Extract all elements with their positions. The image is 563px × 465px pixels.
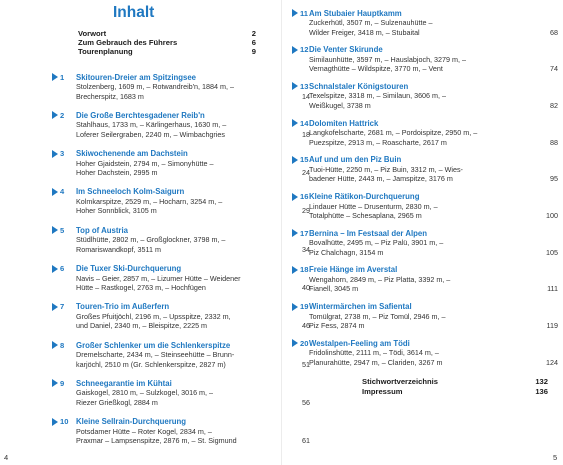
description-text: Texelspitze, 3318 m, – Similaun, 3606 m, – [309,91,447,101]
description-line [76,312,310,322]
tour-number: 9 [60,378,65,388]
triangle-right-icon [292,303,298,311]
tour-number: 11 [300,8,309,18]
description-line [76,360,310,370]
tour-description [309,348,558,367]
triangle-right-icon [292,119,298,127]
description-line [76,245,310,255]
entry-marker [52,417,76,426]
description-line [76,321,310,331]
entry-marker [52,187,76,196]
tour-description [76,159,310,178]
toc-entry[interactable] [52,72,310,101]
front-matter-label: Vorwort [78,29,107,38]
description-text: Stolzenberg, 1609 m, – Rotwandreib'n, 1884 m, – [76,82,234,91]
toc-entry[interactable] [52,225,310,254]
entry-marker [52,226,76,235]
triangle-right-icon [52,150,58,158]
front-matter-list [78,29,256,56]
tour-page-number: 29 [302,206,310,216]
tour-title: Kleine Rätikon-Durchquerung [309,192,420,201]
description-text: Stahlhaus, 1733 m, – Kärlingerhaus, 1630 m, – [76,120,227,130]
tour-number: 13 [300,81,309,91]
description-text: Praxmar – Lampsenspitze, 2876 m, – St. Sigmund [76,436,237,446]
tour-title: Skitouren-Dreier am Spitzingsee [76,72,197,82]
entry-marker [52,379,76,388]
tour-number: 16 [300,192,309,201]
description-text: Lindauer Hütte – Drusenturm, 2830 m, – [309,201,438,211]
description-text: Zuckerhütl, 3507 m, – Sulzenauhütte – [309,18,433,27]
toc-entry-heading [292,8,558,18]
tour-description [76,350,310,369]
toc-entry-heading [52,302,310,312]
toc-entry[interactable] [292,228,558,257]
tour-page-number: 74 [550,64,558,74]
page-number-left: 4 [4,453,9,462]
description-text: Kolmkarspitze, 2529 m, – Hocharn, 3254 m, – [76,196,223,206]
tour-page-number: 34 [302,244,310,254]
description-line [309,91,558,101]
tour-page-number: 82 [550,100,558,110]
tour-title: Schnalstaler Königstouren [309,81,409,91]
tour-number: 6 [60,264,65,273]
triangle-right-icon [292,266,298,274]
tour-page-number: 61 [302,436,310,446]
description-line [309,28,558,38]
entry-marker [52,111,76,120]
description-line [76,206,310,216]
description-line [309,312,558,322]
description-line [309,55,558,65]
tour-number: 5 [60,225,65,235]
tour-page-number: 40 [302,283,310,293]
tour-description [309,312,558,331]
description-line [76,350,310,360]
tour-page-number: 124 [546,357,558,367]
description-text: Brecherspitz, 1683 m [76,91,144,101]
tour-title: Dolomiten Hattrick [309,118,379,128]
toc-entry-heading [292,302,558,312]
tour-title: Touren-Trio im Außerfern [76,302,170,312]
triangle-right-icon [52,265,58,273]
front-matter-label: Zum Gebrauch des Führers [78,38,178,47]
triangle-right-icon [52,379,58,387]
triangle-right-icon [52,111,58,119]
toc-entry-heading [52,340,310,350]
toc-entry[interactable] [52,302,310,331]
tour-page-number: 119 [546,321,558,331]
description-line [309,348,558,358]
toc-entry-heading [292,155,558,165]
description-text: Hütte – Rastkogel, 2763 m, – Hochfügen [76,283,206,293]
description-line [309,165,558,175]
description-line [309,174,558,184]
description-line [76,398,310,408]
back-matter-item[interactable] [362,387,548,397]
entry-marker [292,192,309,201]
front-matter-page: 9 [251,47,256,56]
description-text: Piz Chalchagn, 3154 m [309,247,384,257]
tour-page-number: 56 [302,397,310,407]
tour-title: Top of Austria [76,225,128,235]
tour-page-number: 68 [550,27,558,37]
tour-description [309,275,558,294]
tour-description [76,274,310,293]
triangle-right-icon [52,341,58,349]
description-line [309,101,558,111]
tour-title: Auf und um den Piz Buin [309,155,402,165]
description-text: Riezer Grießkogl, 2884 m [76,397,158,407]
entry-marker [52,149,76,158]
description-line [309,358,558,368]
front-matter-page: 6 [251,38,256,47]
toc-entry-heading [52,417,310,427]
tour-number: 10 [60,417,69,427]
toc-entry[interactable] [52,264,310,293]
entry-marker [292,265,309,274]
description-line [309,128,558,138]
description-line [309,248,558,258]
entry-marker [292,119,309,128]
tour-number: 8 [60,340,65,350]
entry-marker [292,45,309,54]
entry-marker [52,302,76,311]
description-line [309,211,558,221]
tour-title: Kleine Sellrain-Durchquerung [76,417,187,427]
tour-title: Am Stubaier Hauptkamm [309,8,402,18]
description-text: Loferer Seilergraben, 2240 m, – Wimbachgries [76,129,226,139]
tour-description [76,312,310,331]
toc-entry[interactable] [292,302,558,331]
back-matter-page: 132 [535,377,548,386]
toc-entry[interactable] [292,45,558,74]
tour-description [309,55,558,74]
description-line [76,130,310,140]
tour-page-number: 111 [547,284,558,294]
toc-entry-heading [292,338,558,348]
toc-entry-heading [52,378,310,388]
tour-number: 12 [300,45,309,55]
triangle-right-icon [292,339,298,347]
entry-marker [292,155,309,164]
triangle-right-icon [292,9,298,17]
description-line [309,64,558,74]
toc-entry-heading [292,45,558,55]
description-text: Dremelscharte, 2434 m, – Steinseehütte – Brunn- [76,350,235,360]
tour-number: 17 [300,228,309,238]
tour-title: Westalpen-Feeling am Tödi [309,338,410,348]
description-text: Hoher Dachstein, 2995 m [76,168,158,178]
description-text: Romariswandkopf, 3511 m [76,244,161,254]
toc-entry-heading [52,72,310,82]
entry-marker [52,73,76,82]
front-matter-label: Tourenplanung [78,47,133,56]
tour-page-number: 24 [302,168,310,178]
description-line [76,427,310,437]
toc-entry[interactable] [52,417,310,446]
triangle-right-icon [52,188,58,196]
description-line [76,197,310,207]
right-page [282,0,563,465]
tour-number: 4 [60,187,65,197]
entry-marker [292,229,309,238]
triangle-right-icon [292,193,298,201]
toc-entry-heading [52,149,310,159]
description-text: und Daniel, 2340 m, – Bleispitze, 2225 m [76,321,208,331]
triangle-right-icon [52,73,58,81]
front-matter-item[interactable] [78,38,256,47]
back-matter-page: 136 [535,386,548,396]
triangle-right-icon [292,46,298,54]
tour-number: 20 [300,338,309,348]
tour-page-number: 88 [550,137,558,147]
toc-entry-heading [52,225,310,235]
page-number-right: 5 [553,453,558,462]
toc-entry[interactable] [52,378,310,407]
toc-entry-heading [292,265,558,275]
tour-description [309,202,558,221]
description-text: Wilder Freiger, 3418 m, – Stubaital [309,27,420,37]
tour-number: 14 [300,118,309,128]
description-line [76,168,310,178]
description-text: badener Hütte, 2443 m, – Jamspitze, 3176 m [309,174,453,184]
tour-title: Die Tuxer Ski-Durchquerung [76,264,182,273]
description-text: Potsdamer Hütte – Roter Kogel, 2834 m, – [76,426,212,436]
entry-marker [292,339,309,348]
description-text: Gaiskogel, 2810 m, – Sulzkogel, 3016 m, – [76,388,214,398]
tour-title: Freie Hänge im Averstal [309,265,398,275]
tour-description [76,82,310,101]
back-matter-label: Stichwortverzeichnis [362,377,438,386]
description-line [76,82,310,92]
tour-number: 1 [60,72,65,82]
tour-description [76,388,310,407]
description-line [76,274,310,284]
triangle-right-icon [52,226,58,234]
description-line [309,275,558,285]
tour-title: Die Venter Skirunde [309,45,383,55]
back-matter-label: Impressum [362,386,403,396]
description-text: Stüdlhütte, 2802 m, – Großglockner, 3798 m, – [76,235,226,245]
tour-number: 2 [60,110,65,120]
entry-marker [52,341,76,350]
description-line [76,120,310,130]
toc-entry[interactable] [52,149,310,178]
tour-number: 18 [300,265,309,275]
description-text: Puezspitze, 2913 m, – Roascharte, 2617 m [309,137,447,147]
tour-number: 7 [60,302,65,312]
description-line [76,92,310,102]
tour-title: Im Schneeloch Kolm-Saigurn [76,187,185,197]
tour-description [309,18,558,37]
description-text: Piz Fess, 2874 m [309,321,365,331]
description-text: Planurahütte, 2947 m, – Clariden, 3267 m [309,357,443,367]
description-line [309,202,558,212]
entry-marker [52,264,76,273]
tour-description [76,427,310,446]
toc-entry[interactable] [292,8,558,37]
description-line [309,18,558,28]
description-text: Großes Pfuitjöchl, 2196 m, – Upsspitze, 2332 m, [76,311,231,321]
tour-number: 15 [300,155,309,165]
tour-page-number: 100 [546,211,558,221]
description-text: Langkofelscharte, 2681 m, – Pordoispitze, 2950 m, – [309,128,478,138]
description-text: Fianell, 3045 m [309,284,359,294]
toc-entry-heading [292,192,558,202]
front-matter-item[interactable] [78,47,256,56]
tour-page-number: 46 [302,321,310,331]
description-line [309,238,558,248]
toc-entry-heading [52,187,310,197]
tour-page-number: 51 [302,359,310,369]
tour-description [76,235,310,254]
description-line [309,321,558,331]
tour-number: 3 [60,149,65,159]
description-text: Navis – Geier, 2857 m, – Lizumer Hütte – Weidener [76,273,241,283]
toc-entry[interactable] [292,192,558,221]
description-text: Fridolinshütte, 2111 m, – Tödi, 3614 m, – [309,348,439,358]
toc-entry-heading [292,118,558,128]
description-text: Weißkugel, 3738 m [309,100,371,110]
triangle-right-icon [292,229,298,237]
toc-entry[interactable] [292,338,558,367]
toc-entry-heading [52,264,310,274]
tour-page-number: 95 [550,174,558,184]
back-matter-item[interactable] [362,377,548,387]
tour-number: 19 [300,302,309,312]
tour-title: Schneegarantie im Kühtai [76,378,172,388]
tour-description [76,120,310,139]
description-text: Hoher Gjaidstein, 2794 m, – Simonyhütte – [76,158,214,168]
tour-page-number: 18 [302,129,310,139]
description-text: Similaunhütte, 3597 m, – Hauslabjoch, 3279 m, – [309,54,467,64]
description-line [309,284,558,294]
description-line [76,436,310,446]
tour-page-number: 14 [302,91,310,101]
front-matter-item[interactable] [78,29,256,38]
toc-entry-heading [292,81,558,91]
page-title: Inhalt [113,4,155,21]
toc-entry[interactable] [52,187,310,216]
toc-entry-heading [52,110,310,120]
tour-description [309,238,558,257]
toc-entry-heading [292,228,558,238]
entry-marker [292,82,309,91]
tour-title: Großer Schlenker um die Schlenkerspitze [76,340,231,350]
description-line [76,159,310,169]
tour-title: Skiwochenende am Dachstein [76,149,188,159]
description-text: karjöchl, 2510 m (Gr. Schlenkerspitze, 2827 m) [76,359,226,369]
description-line [76,388,310,398]
tour-description [309,165,558,184]
front-matter-page: 2 [251,29,256,38]
tour-description [309,91,558,110]
description-line [76,283,310,293]
entry-marker [292,9,309,18]
back-matter-list [362,377,548,396]
description-text: Hoher Sonnblick, 3105 m [76,206,157,216]
toc-entry[interactable] [52,110,310,139]
triangle-right-icon [52,418,58,426]
triangle-right-icon [292,156,298,164]
tour-title: Bernina – Im Festsaal der Alpen [309,228,428,238]
triangle-right-icon [52,303,58,311]
description-text: Vernagthütte – Wildspitze, 3770 m, – Vent [309,64,443,74]
description-text: Tuoi-Hütte, 2250 m, – Piz Buin, 3312 m, – Wies- [309,164,463,174]
tour-title: Die Große Berchtesgadener Reib'n [76,110,205,120]
tour-description [309,128,558,147]
tour-page-number: 105 [546,247,558,257]
description-line [309,138,558,148]
description-text: Tomülgrat, 2738 m, – Piz Tomül, 2946 m, – [309,311,446,321]
description-text: Totalphütte – Schesaplana, 2965 m [309,211,422,221]
toc-entry[interactable] [292,265,558,294]
description-text: Wengahorn, 2849 m, – Piz Platta, 3392 m, – [309,274,451,284]
toc-entry[interactable] [292,118,558,147]
triangle-right-icon [292,82,298,90]
tour-title: Wintermärchen im Safiental [309,302,412,312]
tour-description [76,197,310,216]
toc-entry[interactable] [292,81,558,110]
description-line [76,235,310,245]
toc-entry[interactable] [52,340,310,369]
toc-entry[interactable] [292,155,558,184]
description-text: Bovalhütte, 2495 m, – Piz Palü, 3901 m, – [309,238,444,248]
entry-marker [292,302,309,311]
